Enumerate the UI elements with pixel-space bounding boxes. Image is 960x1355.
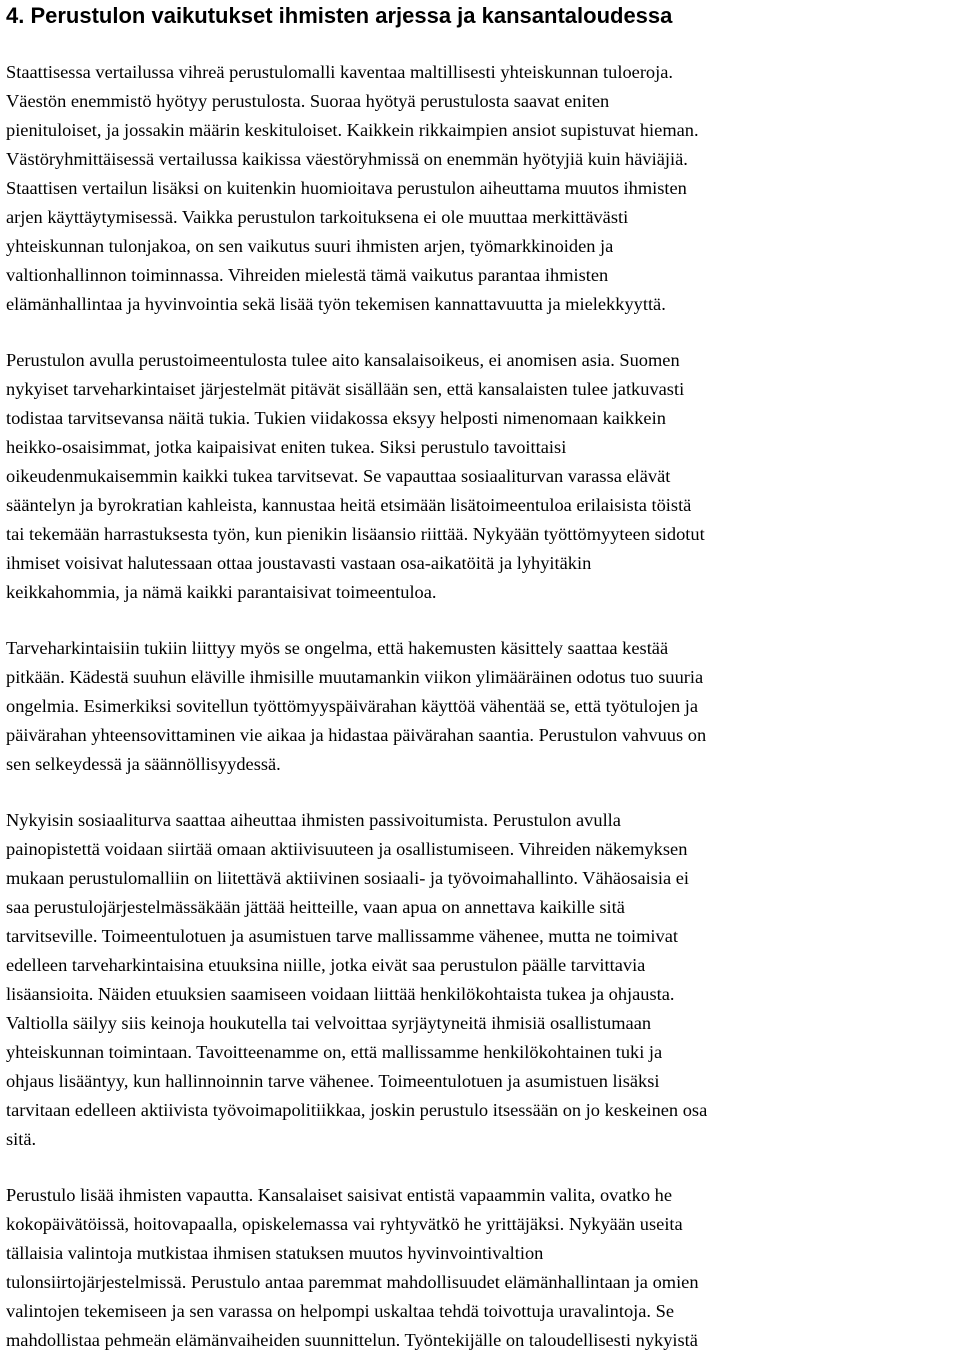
text-line: tarvitseville. Toimeentulotuen ja asumistuen tarve mallissamme vähenee, mutta ne toimivat (6, 926, 679, 946)
paragraph-5 (6, 1181, 956, 1355)
text-line: mukaan perustulomalliin on liitettävä aktiivinen sosiaali- ja työvoimahallinto. Vähäosaisia ei (6, 868, 690, 888)
paragraph-gap (6, 607, 956, 634)
text-line: ongelmia. Esimerkiksi sovitellun työttömyyspäivärahan käyttöä vähentää se, että työtulojen ja (6, 696, 699, 716)
text-line: Väestön enemmistö hyötyy perustulosta. Suoraa hyötyä perustulosta saavat eniten (6, 91, 610, 111)
text-line: tai tekemään harrastuksesta työn, kun pienikin lisäansio riittää. Nykyään työttömyyteen sidotut (6, 524, 705, 544)
paragraph-1 (6, 58, 956, 319)
text-line: Perustulon avulla perustoimeentulosta tulee aito kansalaisoikeus, ei anomisen asia. Suomen (6, 350, 680, 370)
text-line: pitkään. Kädestä suuhun eläville ihmisille muutamankin viikon ylimääräinen odotus tuo suuria (6, 667, 704, 687)
text-line: Staattisessa vertailussa vihreä perustulomalli kaventaa maltillisesti yhteiskunnan tuloeroja. (6, 62, 674, 82)
text-line: mahdollistaa pehmeän elämänvaiheiden suunnittelun. Työntekijälle on taloudellisesti nykyistä (6, 1330, 698, 1350)
text-line: pienituloiset, ja jossakin määrin keskituloiset. Kaikkein rikkaimpien ansiot supistuvat hieman. (6, 120, 699, 140)
text-line: ohjaus lisääntyy, kun hallinnoinnin tarve vähenee. Toimeentulotuen ja asumistuen lisäksi (6, 1071, 660, 1091)
paragraph-gap (6, 779, 956, 806)
text-line: Staattisen vertailun lisäksi on kuitenkin huomioitava perustulon aiheuttama muutos ihmisten (6, 178, 687, 198)
text-line: lisäansioita. Näiden etuuksien saamiseen voidaan liittää henkilökohtaista tukea ja ohjausta. (6, 984, 675, 1004)
text-line: nykyiset tarveharkintaiset järjestelmät pitävät sisällään sen, että kansalaisten tulee jatkuvasti (6, 379, 685, 399)
text-line: sen selkeydessä ja säännöllisyydessä. (6, 754, 281, 774)
text-line: saa perustulojärjestelmässäkään jättää heitteille, vaan apua on annettava kaikille sitä (6, 897, 625, 917)
text-line: yhteiskunnan tulonjakoa, on sen vaikutus suuri ihmisten arjen, työmarkkinoiden ja (6, 236, 614, 256)
text-line: sääntelyn ja byrokratian kahleista, kannustaa heitä etsimään lisätoimeentuloa erilaisista töistä (6, 495, 692, 515)
document-page (6, 0, 956, 1355)
text-line: ihmiset voisivat halutessaan ottaa joustavasti vastaan osa-aikatöitä ja lyhyitäkin (6, 553, 592, 573)
text-line: tällaisia valintoja mutkistaa ihmisen statuksen muutos hyvinvointivaltion (6, 1243, 544, 1263)
paragraph-gap (6, 319, 956, 346)
text-line: todistaa tarvitsevansa näitä tukia. Tukien viidakossa eksyy helposti nimenomaan kaikkein (6, 408, 666, 428)
text-line: oikeudenmukaisemmin kaikki tukea tarvitsevat. Se vapauttaa sosiaaliturvan varassa elävät (6, 466, 671, 486)
paragraph-3 (6, 634, 956, 779)
spacer (6, 31, 956, 58)
text-line: Tarveharkintaisiin tukiin liittyy myös se ongelma, että hakemusten käsittely saattaa kestää (6, 638, 669, 658)
text-line: edelleen tarveharkintaisina etuuksina niille, jotka eivät saa perustulon päälle tarvittavia (6, 955, 646, 975)
text-line: valtionhallinnon toiminnassa. Vihreiden mielestä tämä vaikutus parantaa ihmisten (6, 265, 609, 285)
paragraphs-container (6, 58, 956, 1355)
text-line: Västöryhmittäisessä vertailussa kaikissa väestöryhmissä on enemmän hyötyjiä kuin häviäjiä. (6, 149, 688, 169)
text-line: tarvitaan edelleen aktiivista työvoimapolitiikkaa, joskin perustulo itsessään on jo keskeinen osa (6, 1100, 708, 1120)
text-line: Perustulo lisää ihmisten vapautta. Kansalaiset saisivat entistä vapaammin valita, ovatko he (6, 1185, 672, 1205)
text-line: arjen käyttäytymisessä. Vaikka perustulon tarkoituksena ei ole muuttaa merkittävästi (6, 207, 629, 227)
text-line: sitä. (6, 1129, 37, 1149)
text-line: heikko-osaisimmat, jotka kaipaisivat eniten tukea. Siksi perustulo tavoittaisi (6, 437, 567, 457)
text-line: kokopäivätöissä, hoitovapaalla, opiskelemassa vai ryhtyvätkö he yrittäjäksi. Nykyään useita (6, 1214, 683, 1234)
paragraph-gap (6, 1154, 956, 1181)
text-line: Nykyisin sosiaaliturva saattaa aiheuttaa ihmisten passivoitumista. Perustulon avulla (6, 810, 621, 830)
text-line: tulonsiirtojärjestelmissä. Perustulo antaa paremmat mahdollisuudet elämänhallintaan ja omien (6, 1272, 699, 1292)
section-heading: 4. Perustulon vaikutukset ihmisten arjessa ja kansantaloudessa (6, 3, 673, 28)
text-line: yhteiskunnan toimintaan. Tavoitteenamme on, että mallissamme henkilökohtainen tuki ja (6, 1042, 663, 1062)
paragraph-4 (6, 806, 956, 1154)
text-line: valintojen tekemiseen ja sen varassa on helpompi uskaltaa tehdä toivottuja uravalintoja. Se (6, 1301, 674, 1321)
paragraph-2 (6, 346, 956, 607)
text-line: painopistettä voidaan siirtää omaan aktiivisuuteen ja osallistumiseen. Vihreiden näkemyksen (6, 839, 688, 859)
text-line: Valtiolla säilyy siis keinoja houkutella tai velvoittaa syrjäytyneitä ihmisiä osallistumaan (6, 1013, 652, 1033)
text-line: elämänhallintaa ja hyvinvointia sekä lisää työn tekemisen kannattavuutta ja mielekkyyttä. (6, 294, 666, 314)
text-line: päivärahan yhteensovittaminen vie aikaa ja hidastaa päivärahan saantia. Perustulon vahvuus on (6, 725, 707, 745)
text-line: keikkahommia, ja nämä kaikki parantaisivat toimeentuloa. (6, 582, 437, 602)
